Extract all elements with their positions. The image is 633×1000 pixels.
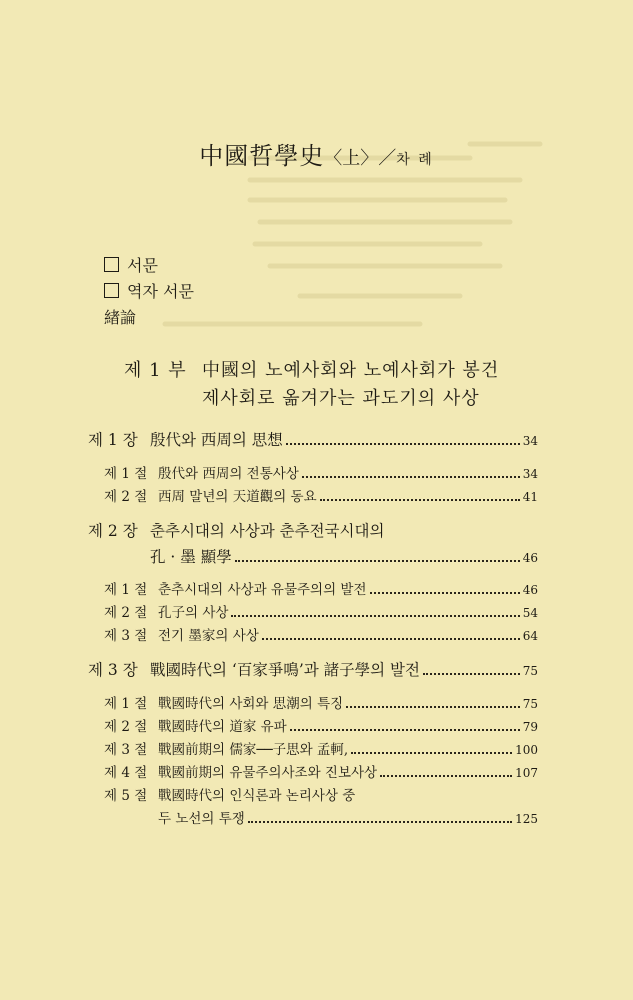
page-number: 75 xyxy=(522,697,538,711)
part-title-line1: 中國의 노예사회와 노예사회가 봉건 xyxy=(202,360,500,381)
section-label: 제 2 절 xyxy=(104,719,148,735)
section-label: 제 3 절 xyxy=(104,742,148,758)
dot-leader xyxy=(290,729,520,731)
page-number: 107 xyxy=(515,766,538,780)
section-label: 제 3 절 xyxy=(104,628,148,644)
page-number: 54 xyxy=(522,606,538,620)
page-number: 34 xyxy=(522,467,538,481)
section-title: 戰國時代의 사회와 思潮의 특징 xyxy=(158,696,344,712)
toc-chapter-3[interactable] xyxy=(88,658,538,680)
dot-leader xyxy=(235,560,520,562)
section-title: 西周 말년의 天道觀의 동요 xyxy=(158,489,317,505)
page-number: 41 xyxy=(522,490,538,504)
toc-section-1-1[interactable] xyxy=(104,462,538,482)
chapter-label: 제 2 장 xyxy=(88,522,138,540)
checkbox-square-icon xyxy=(104,257,119,272)
chapter-title-cont: 孔 · 墨 顯學 xyxy=(150,548,232,566)
chapter-title: 춘추시대의 사상과 춘추전국시대의 xyxy=(150,522,385,540)
chapter-label: 제 1 장 xyxy=(88,431,138,449)
prelim-translator-preface[interactable] xyxy=(104,282,194,302)
prelim-label: 역자 서문 xyxy=(127,282,194,301)
prelim-introduction[interactable] xyxy=(104,308,136,328)
toc-section-3-2[interactable] xyxy=(104,715,538,735)
dot-leader xyxy=(248,821,512,823)
part-title-line2: 제사회로 옮겨가는 과도기의 사상 xyxy=(202,388,480,409)
dot-leader xyxy=(346,706,520,708)
part-heading-cont xyxy=(202,384,480,410)
section-title: 전기 墨家의 사상 xyxy=(158,628,259,644)
dot-leader xyxy=(380,775,512,777)
section-label: 제 2 절 xyxy=(104,489,148,505)
page-number: 79 xyxy=(522,720,538,734)
toc-section-2-3[interactable] xyxy=(104,624,538,644)
toc-chapter-2-cont[interactable] xyxy=(150,545,538,567)
toc-section-3-3[interactable] xyxy=(104,738,538,758)
toc-section-3-4[interactable] xyxy=(104,761,538,781)
toc-section-3-1[interactable] xyxy=(104,692,538,712)
volume-marker: 〈上〉 xyxy=(324,148,379,169)
dot-leader xyxy=(320,499,520,501)
section-label: 제 4 절 xyxy=(104,765,148,781)
section-label: 제 1 절 xyxy=(104,582,148,598)
toc-section-2-1[interactable] xyxy=(104,578,538,598)
section-title: 戰國時代의 인식론과 논리사상 중 xyxy=(158,788,356,804)
toc-section-3-5-cont[interactable] xyxy=(158,807,538,827)
toc-section-2-2[interactable] xyxy=(104,601,538,621)
page-number: 100 xyxy=(515,743,538,757)
prelim-label: 서문 xyxy=(127,256,158,275)
prelim-preface[interactable] xyxy=(104,256,158,276)
section-title: 殷代와 西周의 전통사상 xyxy=(158,466,299,482)
prelim-label: 緖論 xyxy=(104,308,137,327)
chapter-label: 제 3 장 xyxy=(88,661,138,679)
book-title: 中國哲學史 xyxy=(199,142,325,170)
part-heading xyxy=(124,356,499,382)
section-label: 제 5 절 xyxy=(104,788,148,804)
section-label: 제 2 절 xyxy=(104,605,148,621)
dot-leader xyxy=(231,615,519,617)
page-number: 46 xyxy=(522,551,538,565)
checkbox-square-icon xyxy=(104,283,119,298)
title-slash: ／ xyxy=(378,148,397,169)
section-label: 제 1 절 xyxy=(104,696,148,712)
toc-chapter-1[interactable] xyxy=(88,428,538,450)
section-title: 戰國時代의 道家 유파 xyxy=(158,719,287,735)
toc-section-1-2[interactable] xyxy=(104,485,538,505)
chapter-title: 戰國時代의 ‘百家爭鳴’과 諸子學의 발전 xyxy=(150,661,421,679)
part-label: 제 1 부 xyxy=(124,360,187,381)
dot-leader xyxy=(286,443,520,445)
contents-label: 차 례 xyxy=(396,152,434,168)
section-label: 제 1 절 xyxy=(104,466,148,482)
page-number: 75 xyxy=(522,664,538,678)
page-number: 64 xyxy=(522,629,538,643)
page-number: 46 xyxy=(522,583,538,597)
section-title: 戰國前期의 유물주의사조와 진보사상 xyxy=(158,765,378,781)
page-title xyxy=(0,136,633,171)
section-title: 춘추시대의 사상과 유물주의의 발전 xyxy=(158,582,367,598)
chapter-title: 殷代와 西周의 思想 xyxy=(150,431,283,449)
page-number: 125 xyxy=(515,812,538,826)
dot-leader xyxy=(423,673,520,675)
toc-section-3-5[interactable] xyxy=(104,784,355,804)
toc-chapter-2[interactable] xyxy=(88,519,384,541)
section-title-cont: 두 노선의 투쟁 xyxy=(158,811,245,827)
dot-leader xyxy=(370,592,520,594)
section-title: 戰國前期의 儒家──子思와 孟軻, xyxy=(158,742,349,758)
page-number: 34 xyxy=(522,434,538,448)
dot-leader xyxy=(302,476,520,478)
dot-leader xyxy=(351,752,512,754)
dot-leader xyxy=(262,638,520,640)
section-title: 孔子의 사상 xyxy=(158,605,229,621)
